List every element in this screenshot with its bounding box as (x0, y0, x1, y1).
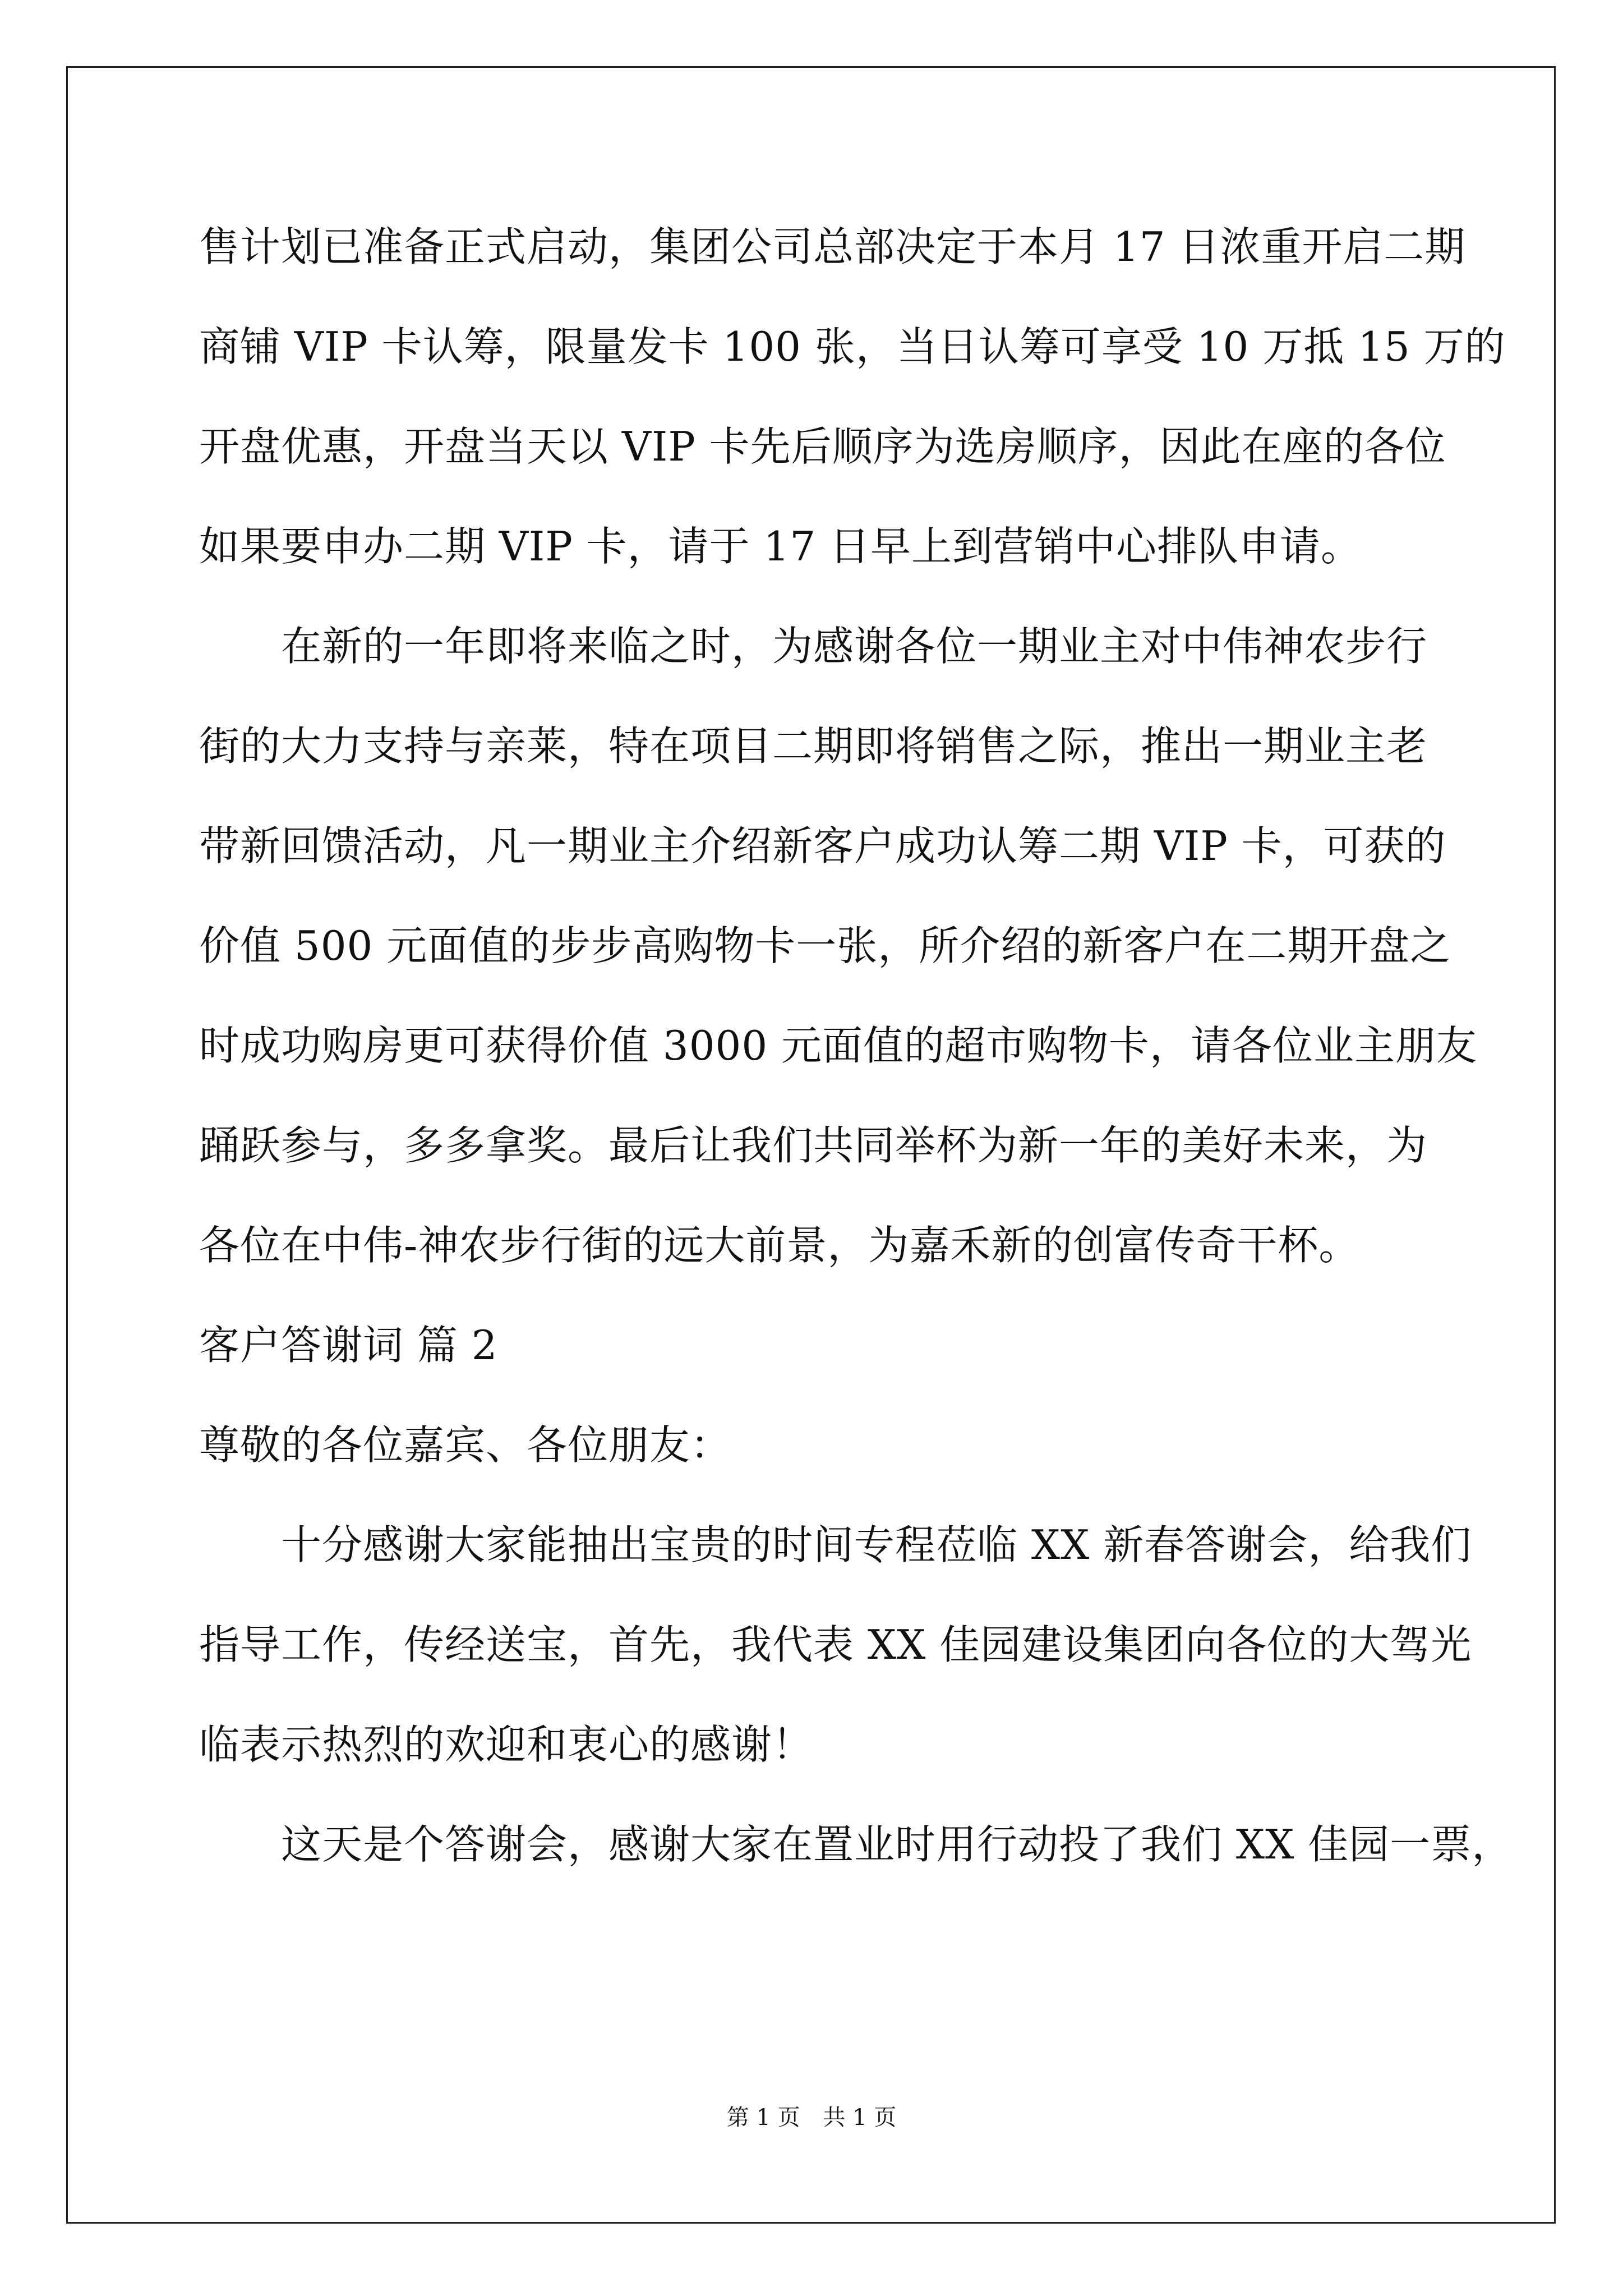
text-line: 时成功购房更可获得价值 3000 元面值的超市购物卡，请各位业主朋友 (199, 1022, 1478, 1069)
text-line: 踊跃参与，多多拿奖。最后让我们共同举杯为新一年的美好未来，为 (199, 1122, 1428, 1169)
text-line: 各位在中伟-神农步行街的远大前景，为嘉禾新的创富传奇干杯。 (199, 1222, 1360, 1269)
text-line: 带新回馈活动，凡一期业主介绍新客户成功认筹二期 VIP 卡，可获的 (199, 822, 1446, 869)
page-number: 第 1 页 (726, 2105, 800, 2131)
text-line: 售计划已准备正式启动，集团公司总部决定于本月 17 日浓重开启二期 (199, 223, 1466, 270)
section-heading: 客户答谢词 篇 2 (199, 1322, 498, 1369)
text-line: 指导工作，传经送宝，首先，我代表 XX 佳园建设集团向各位的大驾光 (199, 1621, 1472, 1668)
document-body (199, 222, 1513, 1919)
text-line: 在新的一年即将来临之时，为感谢各位一期业主对中伟神农步行 (281, 623, 1428, 670)
text-line: 价值 500 元面值的步步高购物卡一张，所介绍的新客户在二期开盘之 (199, 922, 1451, 969)
page-footer (0, 2104, 1623, 2132)
text-line: 如果要申办二期 VIP 卡，请于 17 日早上到营销中心排队申请。 (199, 523, 1362, 570)
salutation: 尊敬的各位嘉宾、各位朋友： (199, 1421, 732, 1469)
text-line: 临表示热烈的欢迎和衷心的感谢！ (199, 1721, 814, 1768)
text-line: 开盘优惠，开盘当天以 VIP 卡先后顺序为选房顺序，因此在座的各位 (199, 423, 1446, 470)
text-line: 街的大力支持与亲莱，特在项目二期即将销售之际，推出一期业主老 (199, 723, 1428, 770)
text-line: 十分感谢大家能抽出宝贵的时间专程莅临 XX 新春答谢会，给我们 (281, 1521, 1472, 1568)
text-line: 商铺 VIP 卡认筹，限量发卡 100 张，当日认筹可享受 10 万抵 15 万的 (199, 323, 1506, 370)
text-line: 这天是个答谢会，感谢大家在置业时用行动投了我们 XX 佳园一票， (281, 1821, 1513, 1868)
page-total: 共 1 页 (823, 2105, 897, 2131)
